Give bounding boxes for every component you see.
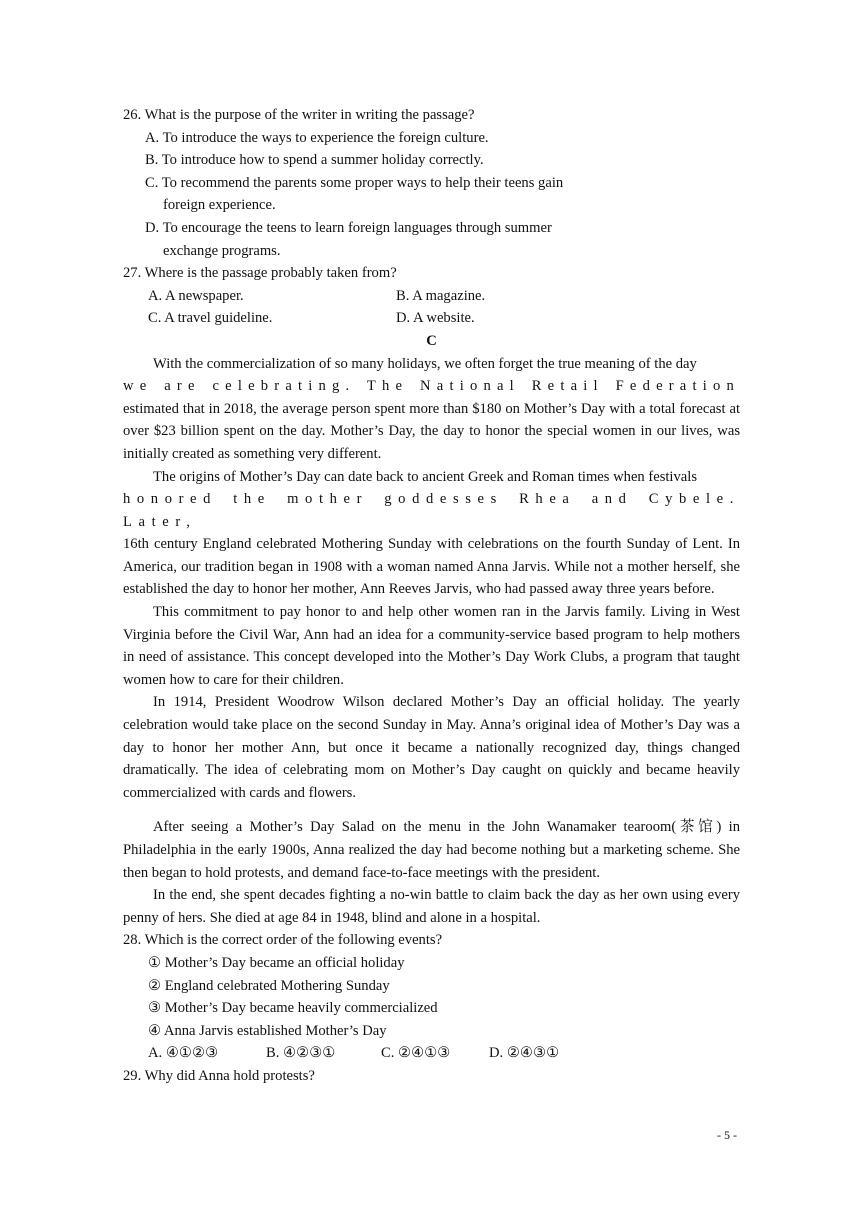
q27-option-d: D. A website.: [396, 310, 475, 327]
q28-event-3: ③ Mother’s Day became heavily commercialized: [148, 1000, 438, 1017]
passage-p1-spaced-line: we are celebrating. The National Retail Federation: [123, 378, 740, 395]
q28-question: 28. Which is the correct order of the following events?: [123, 932, 443, 949]
passage-p1-rest: estimated that in 2018, the average person spent more than $180 on Mother’s Day with a total forecast at over $23 billion spent on the day. Mother’s Day, the day to honor the special women in our lives, was initially created as something very different.: [123, 400, 740, 462]
q26-option-d-line1: D. To encourage the teens to learn foreign languages through summer: [145, 219, 552, 236]
q28-options: [123, 1042, 740, 1065]
q28-event-4: ④ Anna Jarvis established Mother’s Day: [148, 1022, 387, 1039]
passage-p2-rest: 16th century England celebrated Mothering Sunday with celebrations on the fourth Sunday of Lent. In America, our tradition began in 1908 with a woman named Anna Jarvis. While not a mother herself, she established the day to honor her mother, Ann Reeves Jarvis, who had passed away three years before.: [123, 536, 740, 598]
passage-paragraph-5: [123, 816, 740, 884]
passage-paragraph-4: In 1914, President Woodrow Wilson declared Mother’s Day an official holiday. The yearly celebration would take place on the second Sunday in May. Anna’s original idea of Mother’s Day was a day to honor her mother Ann, but once it became a nationally recognized day, things changed dramatically. The idea of celebrating mom on Mother’s Day caught on quickly and became heavily commercialized with cards and flowers.: [123, 694, 740, 801]
q26-option-d-line2: exchange programs.: [163, 242, 281, 259]
q28-event-1: ① Mother’s Day became an official holiday: [148, 954, 405, 971]
passage-paragraph-3: This commitment to pay honor to and help other women ran in the Jarvis family. Living in West Virginia before the Civil War, Ann had an idea for a community-service based program to help mothers in need of assistance. This concept developed into the Mother’s Day Work Clubs, a program that taught women how to care for their children.: [123, 604, 740, 688]
q28-option-c: C. ②④①③: [381, 1045, 451, 1062]
section-title: C: [426, 332, 437, 349]
passage-p5-text: After seeing a Mother’s Day Salad on the menu in the John Wanamaker tearoom(茶馆) in Philadelphia in the early 1900s, Anna realized the day had become nothing but a marketing scheme. She then began to hold protests, and demand face-to-face meetings with the president.: [123, 819, 740, 881]
passage-p2-spaced-line: honored the mother goddesses Rhea and Cybele. Later,: [123, 491, 740, 530]
q27-options-row-2: [123, 307, 740, 330]
q26-option-a: A. To introduce the ways to experience the foreign culture.: [145, 129, 489, 146]
passage-paragraph-2: [123, 466, 740, 602]
q26-option-c-line1: C. To recommend the parents some proper ways to help their teens gain: [145, 174, 564, 191]
q28-option-d: D. ②④③①: [489, 1045, 560, 1062]
passage-p2-first-line: The origins of Mother’s Day can date back to ancient Greek and Roman times when festivals: [153, 468, 697, 485]
q26-question: 26. What is the purpose of the writer in writing the passage?: [123, 107, 475, 123]
q29-question: 29. Why did Anna hold protests?: [123, 1067, 315, 1084]
q27-question: 27. Where is the passage probably taken from?: [123, 265, 397, 282]
passage-paragraph-6: In the end, she spent decades fighting a no-win battle to claim back the day as her own using every penny of hers. She died at age 84 in 1948, blind and alone in a hospital.: [123, 887, 740, 926]
q28-option-b: B. ④②③①: [266, 1045, 336, 1062]
passage-p1-first-line: With the commercialization of so many holidays, we often forget the true meaning of the day: [153, 355, 697, 372]
passage-paragraph-1: [123, 353, 740, 466]
q27-options-row-1: [123, 285, 740, 308]
q28-option-a: A. ④①②③: [148, 1045, 219, 1062]
q28-event-2: ② England celebrated Mothering Sunday: [148, 977, 390, 994]
q26-option-b: B. To introduce how to spend a summer holiday correctly.: [145, 152, 484, 169]
q27-option-c: C. A travel guideline.: [148, 310, 273, 327]
page-content: [123, 104, 740, 1088]
q27-option-b: B. A magazine.: [396, 287, 486, 304]
q26-option-c-line2: foreign experience.: [163, 197, 276, 214]
q27-option-a: A. A newspaper.: [148, 287, 244, 304]
page-number: - 5 -: [717, 1128, 737, 1142]
